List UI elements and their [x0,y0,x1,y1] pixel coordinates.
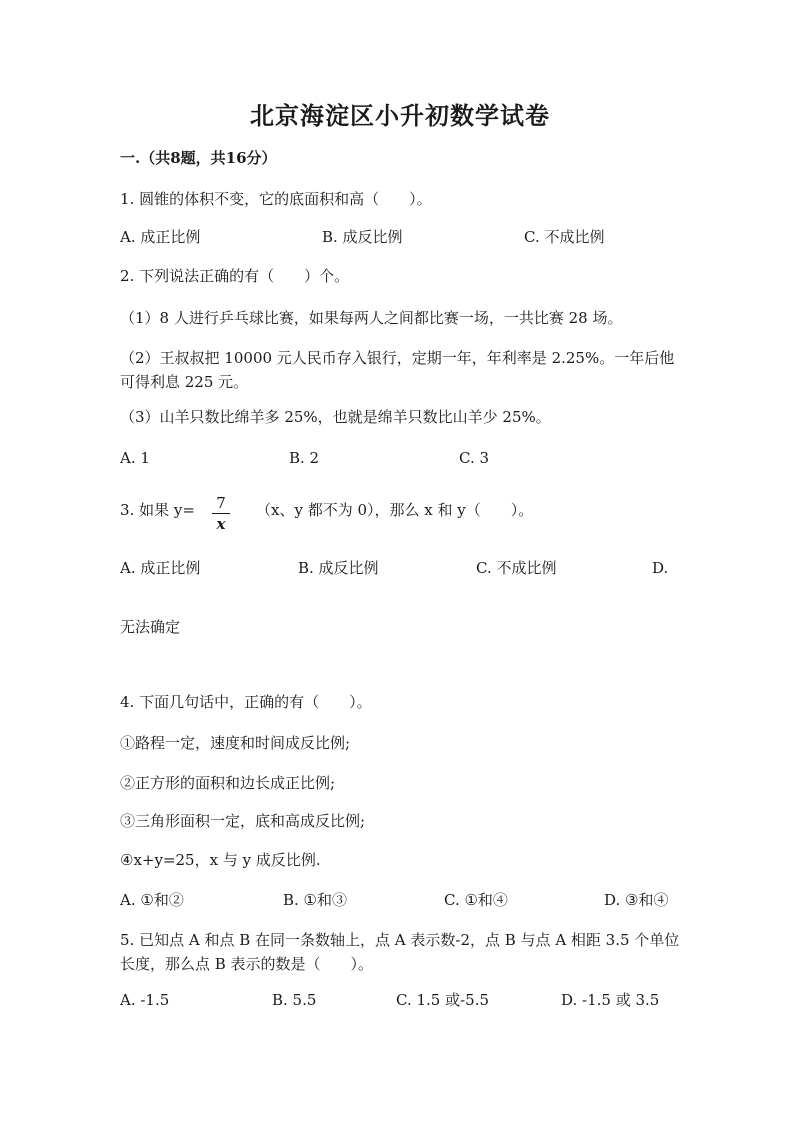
question-2-statement-1: （1）8 人进行乒乓球比赛，如果每两人之间都比赛一场，一共比赛 28 场。 [120,309,623,327]
question-5-option-d: D. -1.5 或 3.5 [561,991,660,1009]
question-2-option-b: B. 2 [289,449,320,467]
question-5-option-c: C. 1.5 或-5.5 [396,991,490,1009]
fraction-7-over-x [210,494,232,533]
question-3-option-a: A. 成正比例 [120,559,201,577]
question-3-stem-suffix: （x、y 都不为 0），那么 x 和 y（ ）。 [256,501,534,519]
question-4-option-d: D. ③和④ [604,891,669,909]
fraction-denominator: x [216,515,226,533]
question-3-option-b: B. 成反比例 [298,559,379,577]
question-5-option-a: A. -1.5 [120,991,170,1009]
question-4-option-b: B. ①和③ [283,891,348,909]
question-1-option-b: B. 成反比例 [322,228,403,246]
question-1-stem: 1. 圆锥的体积不变，它的底面积和高（ ）。 [120,190,432,208]
question-2-statement-3: （3）山羊只数比绵羊多 25%，也就是绵羊只数比山羊少 25%。 [120,408,551,426]
question-5-option-b: B. 5.5 [272,991,317,1009]
question-4-statement-4: ④x+y=25，x 与 y 成反比例. [120,851,321,869]
question-2-statement-2: （2）王叔叔把 10000 元人民币存入银行，定期一年，年利率是 2.25%。一年后他可得利息 225 元。 [120,349,675,391]
question-1-option-a: A. 成正比例 [120,228,201,246]
question-1-option-c: C. 不成比例 [524,228,605,246]
question-3-stem-prefix: 3. 如果 y= [120,501,195,519]
question-4-stem: 4. 下面几句话中，正确的有（ ）。 [120,693,372,711]
page-title: 北京海淀区小升初数学试卷 [250,101,550,130]
question-2-option-c: C. 3 [459,449,490,467]
question-3-option-c: C. 不成比例 [476,559,557,577]
question-3-option-d: D. [652,559,669,577]
fraction-numerator: 7 [216,494,226,512]
section-heading: 一.（共8题，共16分） [120,149,277,167]
question-4-statement-2: ②正方形的面积和边长成正比例; [120,774,336,792]
question-4-option-c: C. ①和④ [444,891,508,909]
question-2-option-a: A. 1 [120,449,150,467]
question-4-option-a: A. ①和② [120,891,184,909]
question-4-statement-3: ③三角形面积一定，底和高成反比例; [120,812,366,830]
question-3-option-d-text: 无法确定 [120,618,181,636]
question-5-stem: 5. 已知点 A 和点 B 在同一条数轴上，点 A 表示数-2，点 B 与点 A 相距 3.5 个单位长度，那么点 B 表示的数是（ ）。 [120,931,680,973]
fraction-bar [212,513,230,514]
question-4-statement-1: ①路程一定，速度和时间成反比例; [120,734,351,752]
question-2-stem: 2. 下列说法正确的有（ ）个。 [120,267,350,285]
